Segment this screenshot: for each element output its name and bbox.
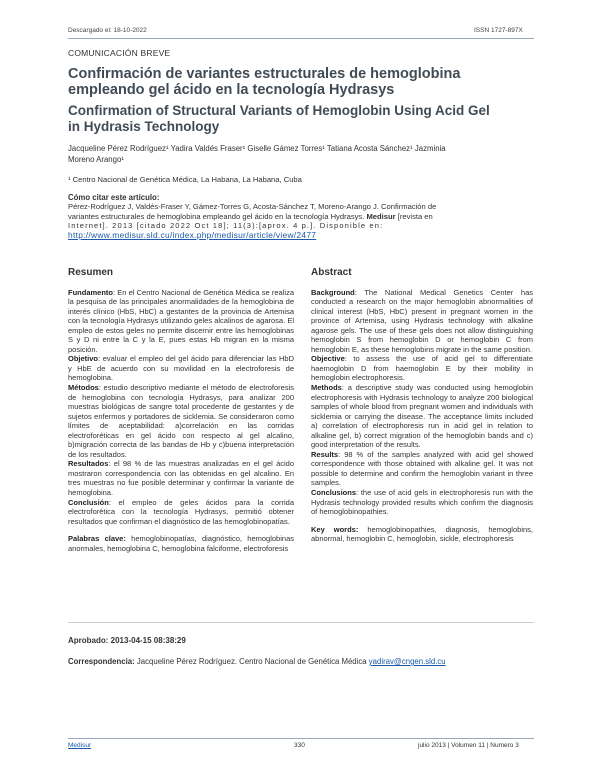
abstract-objective: Objective: to assess the use of acid gel to differentiate haemoglobin D from haemoglobin E by their mobility in hemoglobin electrophoresis.: [311, 354, 533, 383]
correspondence-label: Correspondencia:: [68, 657, 135, 666]
abstract-background: Background: The National Medical Genetics Center has conducted a research on the major hemoglobin abnormalities of clinical interest (HbS, HbC) present in pregnant women in the province of Artemisa, using Hydrasis technology with alkaline agarose gels. The use of these gels does not allow distinguishing hemoglobin S from hemoglobin D or hemoglobin C from hemoglobin E, as these hemoglobins migrate in the same position.: [311, 287, 533, 354]
header-rule: [68, 38, 534, 39]
authors-line2: Moreno Arango¹: [68, 155, 124, 164]
citation-block: [68, 193, 538, 240]
citation-line1: Pérez-Rodríguez J, Valdés-Fraser Y, Gámez-Torres G, Acosta-Sánchez T, Moreno-Arango J. Confirmación de: [68, 202, 437, 211]
issn: ISSN 1727-897X: [474, 27, 523, 34]
abstract-heading: Abstract: [311, 267, 352, 278]
section-label: COMUNICACIÓN BREVE: [68, 48, 171, 58]
citation-url-link[interactable]: http://www.medisur.sld.cu/index.php/medisur/article/view/2477: [68, 229, 317, 240]
authors: [68, 143, 538, 165]
citation-line3: Internet]. 2013 [citado 2022 Oct 18]; 11(3):[aprox. 4 p.]. Disponible en:: [68, 221, 384, 231]
citation-journal: Medisur: [366, 211, 396, 221]
resumen-heading: Resumen: [68, 267, 114, 278]
title-es-line1: Confirmación de variantes estructurales de hemoglobina: [68, 66, 461, 82]
affiliation: ¹ Centro Nacional de Genética Médica, La Habana, La Habana, Cuba: [68, 175, 302, 184]
title-es-line2: empleando gel ácido en la tecnología Hydrasys: [68, 82, 395, 98]
correspondence-text: Jacqueline Pérez Rodríguez. Centro Nacional de Genética Médica: [134, 657, 369, 666]
abstract-results: Results: 98 % of the samples analyzed with acid gel showed correspondence with those obtained with alkaline gel. It was not possible to determine and confirm the hemoglobin variant in three samples.: [311, 449, 533, 488]
download-date: Descargado el: 18-10-2022: [68, 27, 147, 34]
footer-rule: [68, 738, 534, 739]
correspondence: [68, 657, 538, 666]
resumen-keywords: Palabras clave: hemoglobinopatías, diagnóstico, hemoglobinas anormales, hemoglobina C, hemoglobina falciforme, electroforesis: [68, 534, 294, 553]
citation-label: Cómo citar este artículo:: [68, 193, 160, 202]
page-number: 330: [294, 742, 305, 749]
resumen-metodos: Métodos: estudio descriptivo mediante el método de electroforesis de hemoglobina con tecnología Hydrasys, para analizar 200 muestras biológicas de sangre total procedente de gestantes y de sujetos enfermos y portadores de sicklemia. Se consideraron como límites de aceptabilidad: a)correlación en las corridas electroforéticas en gel ácido con respecto al gel alcalino, b)migración correcta de las bandas de Hb y c)buena interpretación de los resultados.: [68, 383, 294, 459]
authors-line1: Jacqueline Pérez Rodríguez¹ Yadira Valdés Fraser¹ Giselle Gámez Torres¹ Tatiana Acosta Sánchez¹ Jazminia: [68, 144, 446, 153]
resumen-resultados: Resultados: el 98 % de las muestras analizadas en el gel ácido mostraron correspondencia con las obtenidas en gel alcalino. En tres muestras no fue posible determinar y confirmar la variante de hemoglobina.: [68, 459, 294, 498]
resumen-objetivo: Objetivo: evaluar el empleo del gel ácido para diferenciar las HbD y HbE de acuerdo con su movilidad en la electroforesis de hemoglobina.: [68, 354, 294, 383]
footer-journal-link[interactable]: Medisur: [68, 742, 92, 749]
separator-rule: [68, 622, 534, 623]
citation-line2: variantes estructurales de hemoglobina empleando gel ácido en la tecnología Hydrasys. Medisur [revista en: [68, 211, 433, 221]
resumen-conclusion: Conclusión: el empleo de geles ácidos para la corrida electroforética con la tecnología Hydrasys, permitió obtener resultados que confirman el diagnóstico de las hemoglobinopatías.: [68, 497, 294, 526]
resumen-column: [68, 268, 294, 553]
title-es: [68, 66, 538, 98]
abstract-column: [311, 268, 533, 544]
approved-date: Aprobado: 2013-04-15 08:38:29: [68, 636, 186, 645]
title-en: [68, 103, 538, 135]
abstract-keywords: Key words: hemoglobinopathies, diagnosis, hemoglobins, abnormal, hemoglobin C, hemoglobin, sickle, electrophoresis: [311, 524, 533, 544]
abstract-methods: Methods: a descriptive study was conducted using hemoglobin electrophoresis with Hydrasis technology to analyze 200 biological samples of whole blood from pregnant women and individuals with sicklemia or carrying the disease. The acceptance limits included a) correlation of electrophoresis run in acid gel in relation to alkaline gel, b) correct migration of the hemoglobin bands and c) good interpretation of the results.: [311, 383, 533, 450]
issue-info: julio 2013 | Volumen 11 | Numero 3: [418, 742, 519, 749]
title-en-line2: in Hydrasis Technology: [68, 119, 220, 134]
resumen-fundamento: Fundamento: En el Centro Nacional de Genética Médica se realiza la pesquisa de las principales anormalidades de la hemoglobina de interés clínico (HbS, HbC) a gestantes de la provincia de Artemisa con la tecnología Hydrasys utilizando geles alcalinos de agarosa. El empleo de estos geles no permite discernir entre las hemoglobinas S y D ni entre la C y la E, pues estas Hb migran en la misma posición.: [68, 287, 294, 354]
abstract-conclusions: Conclusions: the use of acid gels in electrophoresis run with the Hydrasis technology provided results which confirm the diagnosis of hemoglobinopathies.: [311, 488, 533, 517]
correspondence-email-link[interactable]: yadirav@cngen.sld.cu: [368, 657, 446, 666]
title-en-line1: Confirmation of Structural Variants of Hemoglobin Using Acid Gel: [68, 103, 490, 118]
